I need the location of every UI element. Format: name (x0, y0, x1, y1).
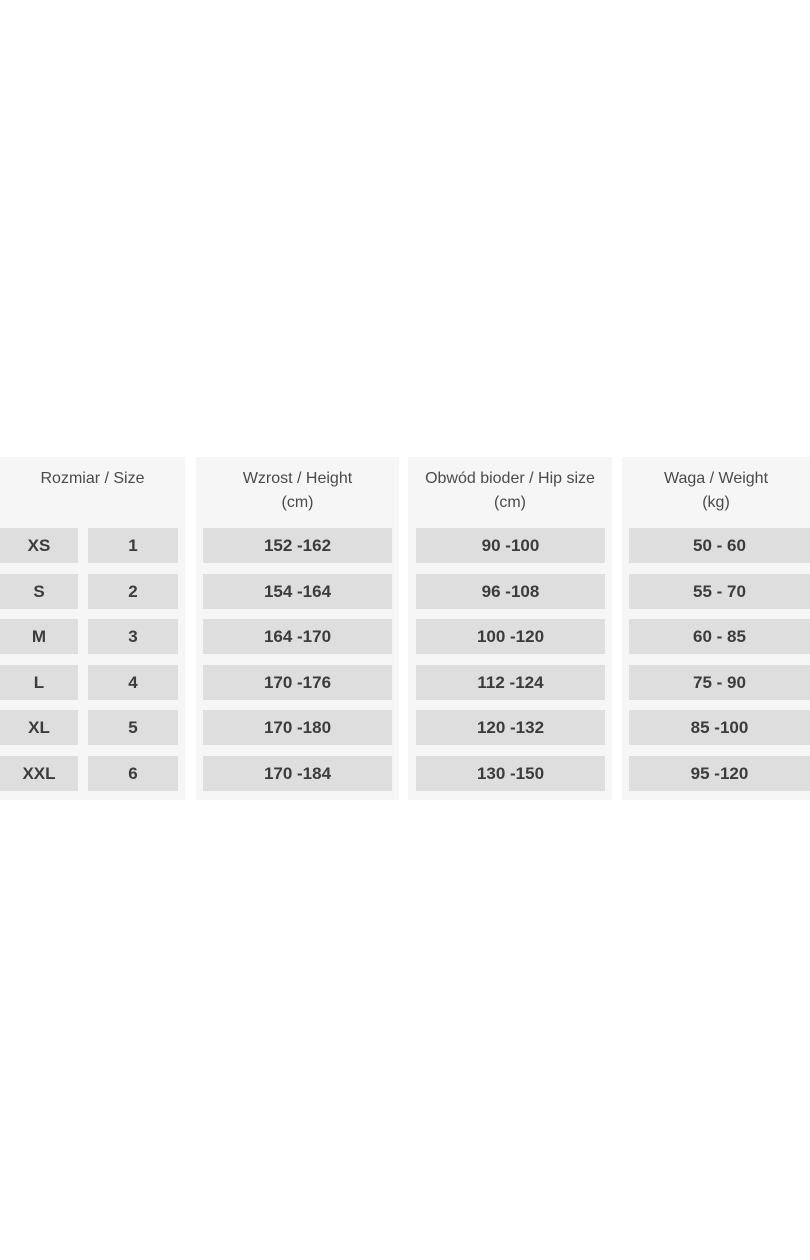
height-column-panel (196, 457, 399, 800)
weight-header-unit: (kg) (702, 494, 730, 511)
size-number-cell: 2 (88, 574, 178, 609)
weight-value-cell: 75 - 90 (629, 665, 810, 700)
size-column-panel (0, 457, 185, 800)
height-column-header (196, 467, 399, 515)
weight-value-cell: 55 - 70 (629, 574, 810, 609)
hip-value-cell: 96 -108 (416, 574, 605, 609)
size-number-cell: 6 (88, 756, 178, 791)
weight-column-header (622, 467, 810, 515)
weight-value-cell: 50 - 60 (629, 528, 810, 563)
height-value-cell: 170 -180 (203, 710, 392, 745)
size-letter-cell: S (0, 574, 78, 609)
hip-value-cell: 100 -120 (416, 619, 605, 654)
hip-header-title: Obwód bioder / Hip size (425, 470, 595, 487)
hip-value-cell: 112 -124 (416, 665, 605, 700)
weight-value-cell: 95 -120 (629, 756, 810, 791)
weight-value-cell: 60 - 85 (629, 619, 810, 654)
height-value-cell: 154 -164 (203, 574, 392, 609)
height-value-cell: 170 -176 (203, 665, 392, 700)
height-value-cell: 170 -184 (203, 756, 392, 791)
size-letter-cell: L (0, 665, 78, 700)
hip-column-header (408, 467, 612, 515)
size-letter-cell: XL (0, 710, 78, 745)
hip-value-cell: 90 -100 (416, 528, 605, 563)
weight-column-panel (622, 457, 810, 800)
size-header-text: Rozmiar / Size (40, 470, 145, 487)
size-letter-cell: M (0, 619, 78, 654)
size-column-header (0, 467, 185, 491)
hip-value-cell: 120 -132 (416, 710, 605, 745)
hip-value-cell: 130 -150 (416, 756, 605, 791)
size-number-cell: 4 (88, 665, 178, 700)
height-value-cell: 152 -162 (203, 528, 392, 563)
weight-header-title: Waga / Weight (663, 470, 769, 487)
size-number-cell: 5 (88, 710, 178, 745)
height-header-unit: (cm) (281, 494, 314, 511)
height-value-cell: 164 -170 (203, 619, 392, 654)
hip-column-panel (408, 457, 612, 800)
size-letter-cell: XXL (0, 756, 78, 791)
size-letter-cell: XS (0, 528, 78, 563)
hip-header-unit: (cm) (494, 494, 526, 511)
weight-value-cell: 85 -100 (629, 710, 810, 745)
size-number-cell: 1 (88, 528, 178, 563)
size-number-cell: 3 (88, 619, 178, 654)
height-header-title: Wzrost / Height (242, 470, 353, 487)
